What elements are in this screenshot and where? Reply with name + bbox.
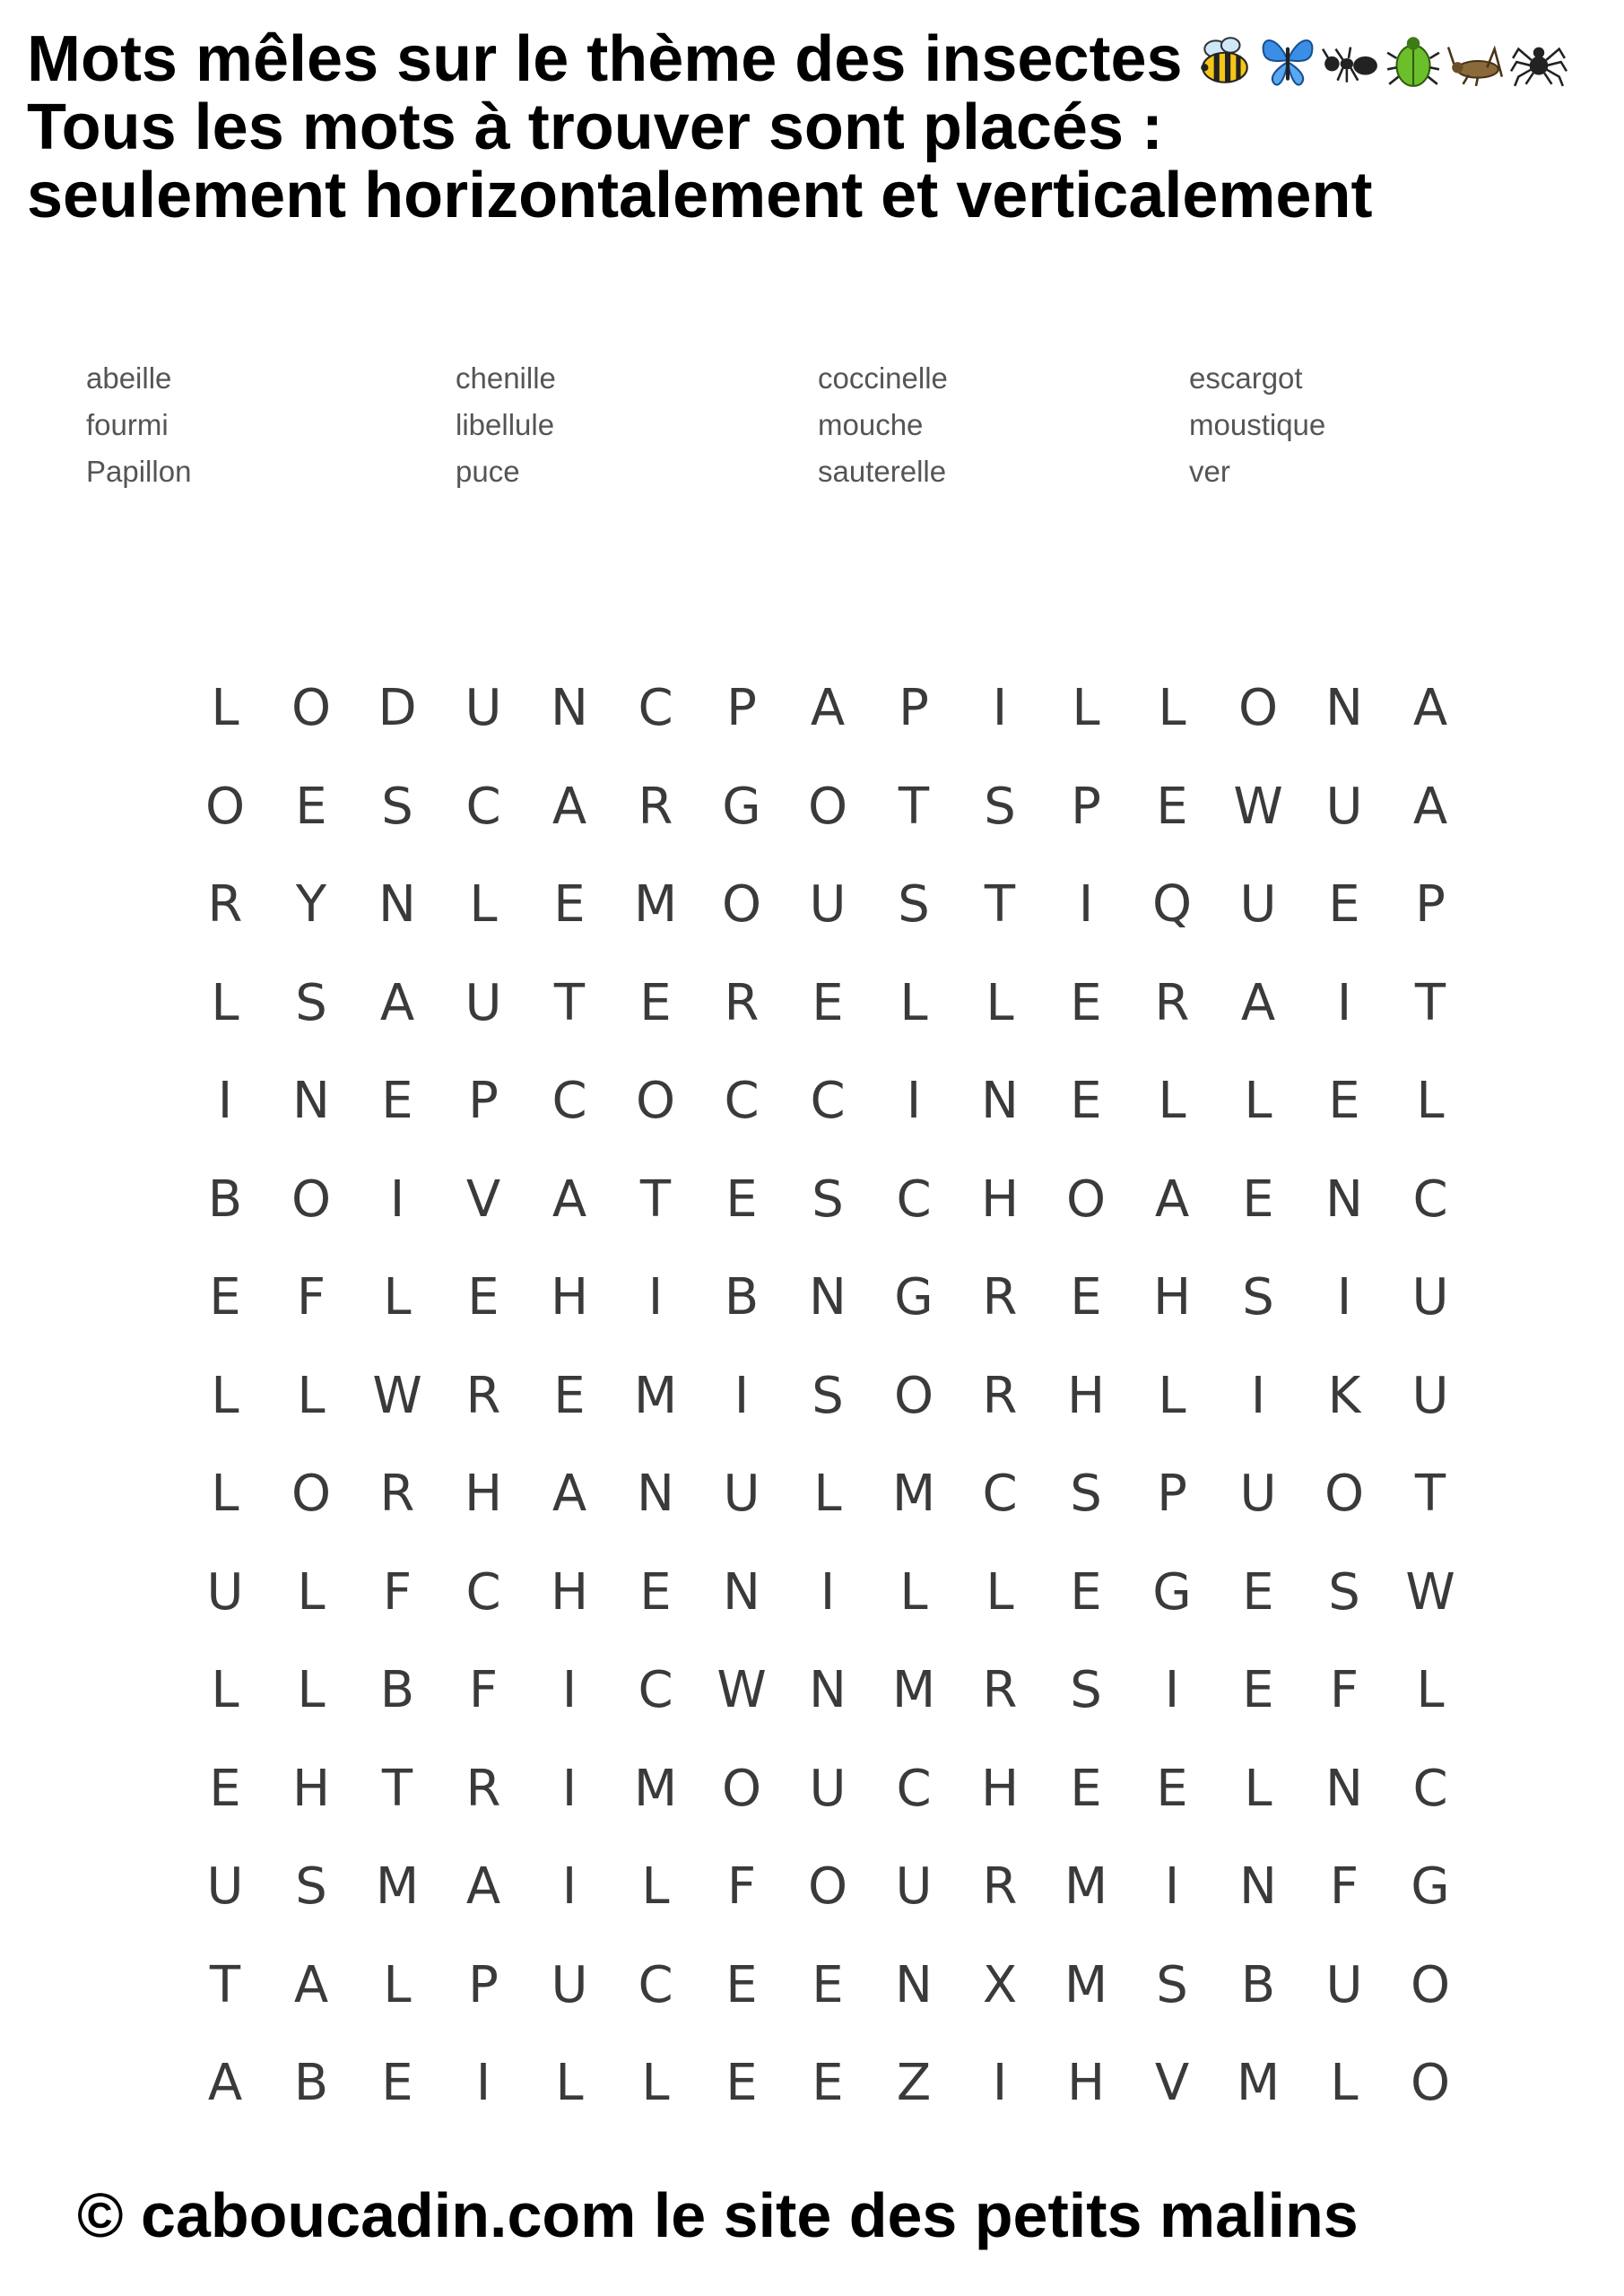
grid-cell: N: [1239, 1857, 1277, 1917]
word-item: libellule: [456, 408, 555, 441]
grid-cell: S: [1156, 1955, 1188, 2014]
grid-cell: A: [465, 1857, 501, 1917]
grid-cell: Z: [896, 2054, 932, 2113]
grid-cell: E: [639, 973, 672, 1032]
word-item: moustique: [1189, 408, 1326, 441]
grid-cell: U: [809, 875, 847, 935]
grid-cell: O: [1410, 1955, 1451, 2014]
grid-cell: S: [812, 1366, 844, 1425]
grid-cell: B: [207, 1170, 243, 1229]
grid-cell: U: [1239, 875, 1277, 935]
grid-cell: L: [211, 1465, 239, 1524]
grid-cell: I: [1164, 1661, 1180, 1720]
grid-cell: C: [1412, 1759, 1448, 1818]
grid-cell: G: [1411, 1857, 1450, 1917]
bee-icon: [1195, 30, 1255, 90]
grid-cell: V: [465, 1170, 501, 1229]
grid-cell: E: [812, 1955, 844, 2014]
grid-cell: S: [1328, 1562, 1360, 1622]
grid-cell: L: [813, 1465, 842, 1524]
grid-cell: O: [1238, 679, 1279, 738]
grid-cell: L: [1072, 679, 1100, 738]
word-item: chenille: [456, 361, 556, 395]
grid-cell: H: [464, 1465, 503, 1524]
grid-cell: H: [291, 1759, 331, 1818]
grid-cell: R: [982, 1857, 1018, 1917]
grid-cell: I: [475, 2054, 491, 2113]
grid-cell: E: [1070, 1072, 1102, 1131]
grid-cell: H: [550, 1268, 589, 1327]
title-line-3: seulement horizontalement et verticalement: [27, 160, 1373, 231]
grid-cell: G: [894, 1268, 934, 1327]
word-item: abeille: [86, 361, 172, 395]
grid-cell: I: [217, 1072, 233, 1131]
grid-cell: P: [468, 1955, 499, 2014]
grid-cell: G: [722, 777, 761, 836]
grid-cell: C: [896, 1759, 932, 1818]
grid-cell: N: [378, 875, 416, 935]
grid-cell: M: [1064, 1955, 1108, 2014]
word-list: [86, 355, 1485, 495]
word-item: puce: [456, 455, 520, 488]
grid-cell: O: [893, 1366, 934, 1425]
grid-cell: E: [1328, 1072, 1360, 1131]
grid-cell: A: [810, 679, 846, 738]
grid-cell: E: [381, 2054, 413, 2113]
grid-cell: E: [1070, 1759, 1102, 1818]
grid-cell: L: [383, 1955, 412, 2014]
grid-cell: S: [1070, 1661, 1102, 1720]
grid-cell: R: [982, 1366, 1018, 1425]
grid-cell: N: [895, 1955, 933, 2014]
ant-icon: [1321, 30, 1380, 90]
grid-cell: E: [725, 1955, 758, 2014]
grid-cell: C: [638, 1661, 673, 1720]
grid-cell: G: [1152, 1562, 1192, 1622]
grid-cell: R: [982, 1661, 1018, 1720]
grid-cell: I: [1336, 1268, 1352, 1327]
grid-cell: T: [553, 973, 586, 1032]
grid-cell: E: [381, 1072, 413, 1131]
grid-cell: U: [1239, 1465, 1277, 1524]
grid-cell: N: [292, 1072, 330, 1131]
insect-emoji-row: [1195, 30, 1568, 90]
grid-cell: R: [207, 875, 243, 935]
grid-cell: S: [381, 777, 413, 836]
grid-cell: W: [716, 1661, 767, 1720]
grid-cell: M: [1064, 1857, 1108, 1917]
grid-cell: L: [1244, 1759, 1272, 1818]
grid-cell: I: [1250, 1366, 1266, 1425]
grid-cell: B: [1240, 1955, 1276, 2014]
grid-cell: O: [721, 1759, 762, 1818]
grid-cell: R: [724, 973, 760, 1032]
grid-cell: L: [211, 1661, 239, 1720]
grid-cell: F: [382, 1562, 413, 1622]
word-item: ver: [1189, 455, 1230, 488]
grid-cell: I: [389, 1170, 405, 1229]
grid-cell: I: [992, 679, 1008, 738]
grid-cell: L: [641, 2054, 670, 2113]
grid-cell: E: [553, 875, 586, 935]
grid-cell: U: [809, 1759, 847, 1818]
grid-cell: S: [812, 1170, 844, 1229]
word-item: mouche: [818, 408, 924, 441]
grid-cell: E: [1070, 1268, 1102, 1327]
grid-cell: E: [812, 2054, 844, 2113]
grid-cell: R: [465, 1366, 501, 1425]
word-item: fourmi: [86, 408, 169, 441]
grid-cell: C: [724, 1072, 760, 1131]
grid-cell: A: [551, 1170, 587, 1229]
word-item: escargot: [1189, 361, 1303, 395]
grid-cell: E: [1070, 973, 1102, 1032]
grid-cell: I: [561, 1759, 578, 1818]
grid-cell: X: [982, 1955, 1018, 2014]
grid-cell: E: [467, 1268, 499, 1327]
grid-cell: M: [633, 1366, 678, 1425]
grid-cell: E: [1156, 777, 1188, 836]
grid-cell: R: [1154, 973, 1190, 1032]
grid-cell: I: [1078, 875, 1094, 935]
grid-cell: L: [211, 973, 239, 1032]
grid-cell: C: [982, 1465, 1018, 1524]
grid-cell: N: [1325, 1759, 1363, 1818]
grid-cell: L: [211, 679, 239, 738]
grid-cell: T: [381, 1759, 413, 1818]
title-line-2: Tous les mots à trouver sont placés :: [27, 91, 1163, 163]
grid-cell: E: [1242, 1170, 1274, 1229]
grid-cell: L: [899, 973, 928, 1032]
grid-cell: L: [641, 1857, 670, 1917]
grid-cell: E: [812, 973, 844, 1032]
grid-cell: L: [211, 1366, 239, 1425]
grid-cell: C: [1412, 1170, 1448, 1229]
grid-cell: S: [1242, 1268, 1274, 1327]
grid-cell: P: [1157, 1465, 1187, 1524]
grid-cell: V: [1154, 2054, 1190, 2113]
copyright-footer: © caboucadin.com le site des petits malins: [77, 2180, 1359, 2250]
grid-cell: Q: [1151, 875, 1193, 935]
grid-cell: T: [898, 777, 930, 836]
grid-cell: L: [383, 1268, 412, 1327]
grid-cell: L: [469, 875, 498, 935]
grid-cell: S: [1070, 1465, 1102, 1524]
title-line-1: Mots mêles sur le thème des insectes: [27, 23, 1183, 95]
grid-cell: A: [379, 973, 415, 1032]
grid-cell: C: [638, 1955, 673, 2014]
grid-cell: N: [1325, 1170, 1363, 1229]
grid-cell: D: [378, 679, 417, 738]
grid-cell: N: [723, 1562, 760, 1622]
grid-cell: T: [639, 1170, 672, 1229]
grid-cell: E: [209, 1268, 241, 1327]
grid-cell: M: [375, 1857, 420, 1917]
grid-cell: M: [1236, 2054, 1281, 2113]
grid-cell: R: [982, 1268, 1018, 1327]
grid-cell: E: [1242, 1562, 1274, 1622]
grid-cell: O: [635, 1072, 676, 1131]
grid-cell: A: [293, 1955, 329, 2014]
grid-cell: L: [986, 1562, 1014, 1622]
grid-cell: M: [891, 1465, 936, 1524]
grid-cell: O: [291, 1465, 332, 1524]
grid-cell: U: [206, 1562, 244, 1622]
cricket-icon: [1446, 30, 1506, 90]
grid-cell: O: [1410, 2054, 1451, 2113]
grid-cell: O: [721, 875, 762, 935]
butterfly-icon: [1258, 30, 1317, 90]
grid-cell: I: [820, 1562, 836, 1622]
grid-cell: P: [1415, 875, 1446, 935]
grid-cell: T: [1414, 973, 1446, 1032]
grid-cell: U: [465, 973, 502, 1032]
grid-cell: T: [1414, 1465, 1446, 1524]
grid-cell: W: [372, 1366, 422, 1425]
grid-cell: N: [637, 1465, 674, 1524]
grid-cell: F: [468, 1661, 499, 1720]
grid-cell: P: [726, 679, 757, 738]
grid-cell: U: [1411, 1268, 1449, 1327]
grid-cell: L: [297, 1366, 326, 1425]
grid-cell: I: [1336, 973, 1352, 1032]
beetle-icon: [1384, 30, 1443, 90]
grid-cell: L: [1416, 1661, 1445, 1720]
grid-cell: F: [726, 1857, 757, 1917]
letter-grid: [182, 659, 1473, 2133]
grid-cell: P: [1071, 777, 1101, 836]
grid-cell: H: [1152, 1268, 1192, 1327]
grid-cell: H: [550, 1562, 589, 1622]
grid-cell: N: [981, 1072, 1019, 1131]
grid-cell: U: [206, 1857, 244, 1917]
grid-cell: L: [986, 973, 1014, 1032]
grid-cell: B: [293, 2054, 329, 2113]
grid-cell: O: [1065, 1170, 1107, 1229]
grid-cell: R: [638, 777, 673, 836]
grid-cell: O: [204, 777, 246, 836]
grid-cell: A: [551, 777, 587, 836]
grid-cell: O: [1324, 1465, 1365, 1524]
grid-cell: I: [647, 1268, 664, 1327]
grid-cell: W: [1233, 777, 1283, 836]
grid-cell: N: [809, 1268, 847, 1327]
grid-cell: E: [725, 2054, 758, 2113]
grid-cell: E: [639, 1562, 672, 1622]
grid-cell: L: [1158, 1366, 1186, 1425]
grid-cell: S: [295, 1857, 327, 1917]
grid-cell: I: [1164, 1857, 1180, 1917]
grid-cell: W: [1405, 1562, 1455, 1622]
grid-cell: C: [465, 1562, 501, 1622]
grid-cell: N: [809, 1661, 847, 1720]
grid-cell: Y: [295, 875, 327, 935]
grid-cell: A: [1154, 1170, 1190, 1229]
grid-cell: H: [980, 1170, 1020, 1229]
grid-cell: E: [725, 1170, 758, 1229]
grid-cell: E: [295, 777, 327, 836]
grid-cell: O: [291, 1170, 332, 1229]
grid-cell: E: [1242, 1661, 1274, 1720]
grid-cell: E: [1156, 1759, 1188, 1818]
grid-cell: L: [555, 2054, 584, 2113]
page-title: [27, 25, 1568, 230]
grid-cell: U: [1325, 1955, 1363, 2014]
grid-cell: A: [207, 2054, 243, 2113]
grid-cell: B: [379, 1661, 415, 1720]
grid-cell: L: [1244, 1072, 1272, 1131]
grid-cell: C: [896, 1170, 932, 1229]
grid-cell: T: [209, 1955, 241, 2014]
grid-cell: U: [723, 1465, 760, 1524]
grid-cell: R: [379, 1465, 415, 1524]
grid-cell: L: [1158, 1072, 1186, 1131]
grid-cell: N: [1325, 679, 1363, 738]
grid-cell: I: [561, 1857, 578, 1917]
grid-cell: S: [984, 777, 1016, 836]
grid-cell: T: [984, 875, 1016, 935]
word-item: sauterelle: [818, 455, 947, 488]
grid-cell: I: [561, 1661, 578, 1720]
grid-cell: L: [1416, 1072, 1445, 1131]
grid-cell: R: [465, 1759, 501, 1818]
grid-cell: L: [899, 1562, 928, 1622]
grid-cell: L: [1158, 679, 1186, 738]
word-item: Papillon: [86, 455, 192, 488]
grid-cell: C: [638, 679, 673, 738]
grid-cell: F: [296, 1268, 326, 1327]
grid-cell: U: [895, 1857, 933, 1917]
grid-cell: C: [810, 1072, 846, 1131]
grid-cell: U: [1325, 777, 1363, 836]
grid-cell: C: [465, 777, 501, 836]
grid-cell: L: [297, 1562, 326, 1622]
grid-cell: U: [551, 1955, 588, 2014]
grid-cell: M: [891, 1661, 936, 1720]
grid-cell: A: [1412, 679, 1448, 738]
grid-cell: P: [899, 679, 929, 738]
word-item: coccinelle: [818, 361, 948, 395]
grid-cell: A: [1412, 777, 1448, 836]
grid-cell: O: [807, 1857, 848, 1917]
grid-cell: I: [734, 1366, 750, 1425]
grid-cell: M: [633, 875, 678, 935]
grid-cell: L: [1330, 2054, 1359, 2113]
grid-cell: O: [807, 777, 848, 836]
grid-cell: U: [465, 679, 502, 738]
grid-cell: S: [898, 875, 930, 935]
grid-cell: I: [906, 1072, 922, 1131]
grid-cell: K: [1327, 1366, 1361, 1425]
grid-cell: M: [633, 1759, 678, 1818]
grid-cell: H: [1066, 1366, 1106, 1425]
grid-cell: S: [295, 973, 327, 1032]
spider-icon: [1509, 30, 1568, 90]
grid-cell: E: [209, 1759, 241, 1818]
grid-cell: N: [551, 679, 588, 738]
grid-cell: E: [1070, 1562, 1102, 1622]
grid-cell: B: [724, 1268, 760, 1327]
grid-cell: E: [1328, 875, 1360, 935]
grid-cell: H: [1066, 2054, 1106, 2113]
grid-cell: H: [980, 1759, 1020, 1818]
grid-cell: P: [468, 1072, 499, 1131]
grid-cell: I: [992, 2054, 1008, 2113]
grid-cell: U: [1411, 1366, 1449, 1425]
grid-cell: L: [297, 1661, 326, 1720]
grid-cell: A: [1240, 973, 1276, 1032]
grid-cell: O: [291, 679, 332, 738]
grid-cell: F: [1329, 1857, 1359, 1917]
grid-cell: F: [1329, 1661, 1359, 1720]
grid-cell: E: [553, 1366, 586, 1425]
grid-cell: C: [551, 1072, 587, 1131]
grid-cell: A: [551, 1465, 587, 1524]
